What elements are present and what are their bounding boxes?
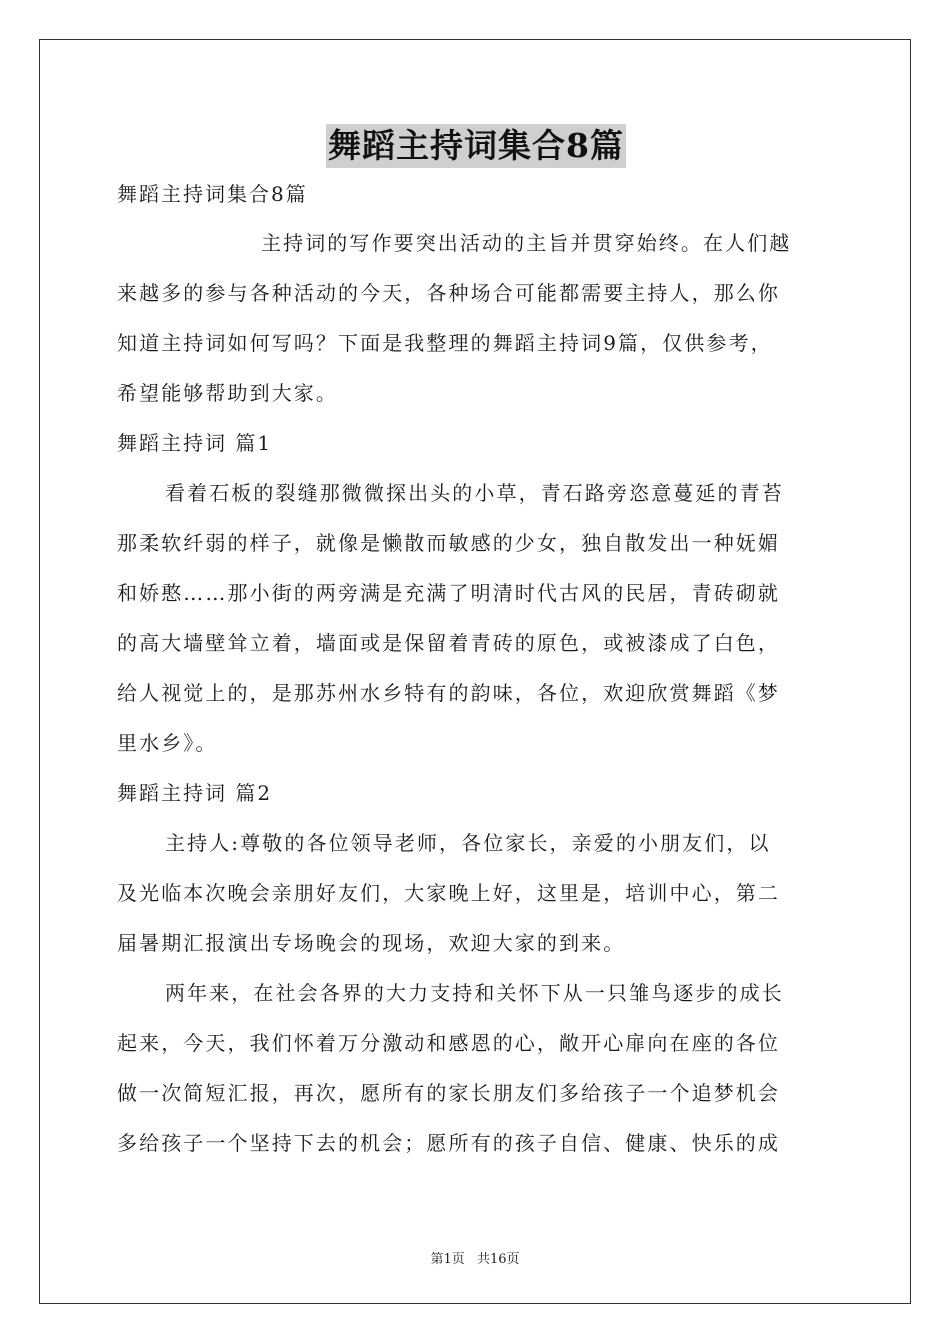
- text-line: 看着石板的裂缝那微微探出头的小草，青石路旁恣意蔓延的青苔: [165, 481, 784, 505]
- text-line: 及光临本次晚会亲朋好友们，大家晚上好，这里是，培训中心，第二: [117, 881, 780, 905]
- text-line: 给人视觉上的，是那苏州水乡特有的韵味，各位，欢迎欣赏舞蹈《梦: [117, 681, 780, 705]
- text-line: 主持人:尊敬的各位领导老师，各位家长，亲爱的小朋友们，以: [165, 831, 771, 855]
- text-line: 届暑期汇报演出专场晚会的现场，欢迎大家的到来。: [117, 931, 626, 955]
- text-line: 主持词的写作要突出活动的主旨并贯穿始终。在人们越: [261, 231, 792, 255]
- section2-paragraph-2: [117, 968, 835, 1168]
- section-heading-2: 舞蹈主持词 篇2: [117, 781, 273, 805]
- document-body: [117, 124, 835, 1168]
- total-pages: 共16页: [476, 1252, 520, 1267]
- text-line: 希望能够帮助到大家。: [117, 381, 338, 405]
- section1-paragraph: [117, 468, 835, 768]
- document-title: 舞蹈主持词集合8篇: [326, 124, 626, 168]
- text-line: 和娇憨……那小街的两旁满是充满了明清时代古风的民居，青砖砌就: [117, 581, 780, 605]
- text-line: 的高大墙壁耸立着，墙面或是保留着青砖的原色，或被漆成了白色，: [117, 631, 780, 655]
- section-heading-1: 舞蹈主持词 篇1: [117, 431, 273, 455]
- text-line: 里水乡》。: [117, 731, 218, 755]
- intro-paragraph: [117, 218, 835, 418]
- page-number: 第1页: [430, 1252, 465, 1267]
- text-line: 那柔软纤弱的样子，就像是懒散而敏感的少女，独自散发出一种妩媚: [117, 531, 780, 555]
- text-line: 做一次简短汇报，再次，愿所有的家长朋友们多给孩子一个追梦机会: [117, 1081, 780, 1105]
- text-line: 多给孩子一个坚持下去的机会；愿所有的孩子自信、健康、快乐的成: [117, 1131, 780, 1155]
- document-subtitle: 舞蹈主持词集合8篇: [117, 182, 308, 206]
- page-footer: [0, 1248, 950, 1267]
- text-line: 起来，今天，我们怀着万分激动和感恩的心，敞开心扉向在座的各位: [117, 1031, 780, 1055]
- text-line: 知道主持词如何写吗？下面是我整理的舞蹈主持词9篇，仅供参考，: [117, 331, 773, 355]
- text-line: 来越多的参与各种活动的今天，各种场合可能都需要主持人，那么你: [117, 281, 780, 305]
- text-line: 两年来，在社会各界的大力支持和关怀下从一只雏鸟逐步的成长: [165, 981, 784, 1005]
- title-wrap: [117, 124, 835, 174]
- section2-paragraph-1: [117, 818, 835, 968]
